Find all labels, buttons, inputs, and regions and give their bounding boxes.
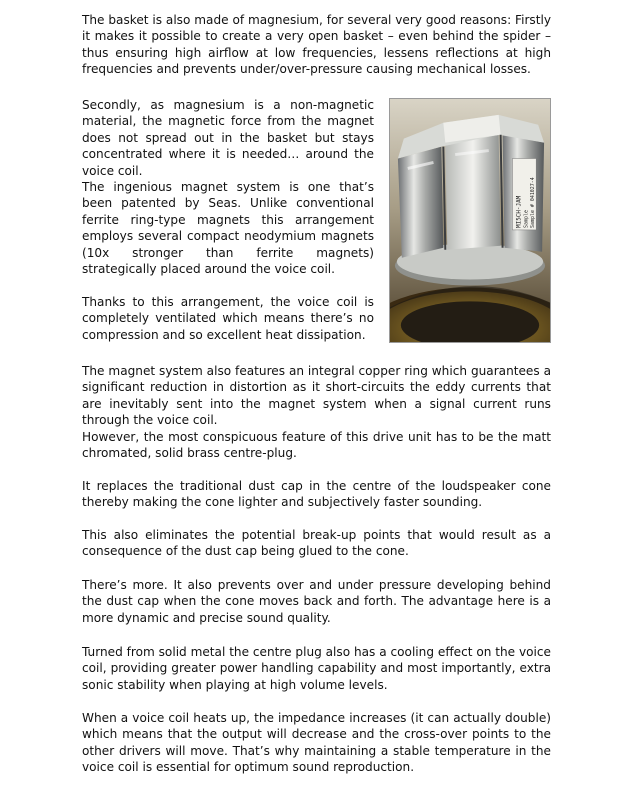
paragraph-pressure: There’s more. It also prevents over and under pressure developing behind the dust cap when the cone moves back and forth. The advantage here is a more dynamic and precise sound quality. [82,578,551,625]
paragraph-basket: The basket is also made of magnesium, for several very good reasons: Firstly it makes it possible to create a very open basket – even behind the spider – thus ensuring high airflow at low frequencies, lessens reflections at high frequencies and prevents under/over-pressure causing mechanical losses. [82,13,551,77]
magnet-photo-illustration [390,99,550,342]
paragraph-copper-ring: The magnet system also features an integral copper ring which guarantees a significant reduction in distortion as it short-circuits the eddy currents that are inevitably sent into the magnet system when a signal current runs through the voice coil. [82,364,551,428]
paragraph-ventilation: Thanks to this arrangement, the voice coil is completely ventilated which means there’s no compression and so excellent heat dissipation. [82,295,374,342]
paragraph-impedance: When a voice coil heats up, the impedance increases (it can actually double) which means that the output will decrease and the cross-over points to the other drivers will move. That’s why maintaining a stable temperature in the voice coil is essential for optimum sound reproduction. [82,711,551,775]
paragraph-dust-cap: It replaces the traditional dust cap in the centre of the loudspeaker cone thereby making the cone lighter and subjectively faster sounding. [82,479,551,510]
paragraph-non-magnetic: Secondly, as magnesium is a non-magnetic material, the magnetic force from the magnet does not spread out in the basket but stays concentrated where it is needed… around the voice coil. [82,98,374,178]
photo-label-line-2: Sample [523,210,530,228]
photo-label-line-1: MI5CH-JAM [515,195,523,228]
photo-label-line-3: Sample # 041027-4 [530,177,537,228]
paragraph-magnet-system: The ingenious magnet system is one that’s been patented by Seas. Unlike conventional ferrite ring-type magnets this arrangement employs several compact neodymium magnets (10x stronger than ferrite magnets) strategically placed around the voice coil. [82,180,374,277]
paragraph-cooling: Turned from solid metal the centre plug also has a cooling effect on the voice coil, providing greater power handling capability and most importantly, extra sonic stability when playing at high volume levels. [82,645,551,692]
magnet-system-photo [389,98,551,343]
paragraph-centre-plug: However, the most conspicuous feature of this drive unit has to be the matt chromated, solid brass centre-plug. [82,430,551,461]
paragraph-break-up: This also eliminates the potential break-up points that would result as a consequence of the dust cap being glued to the cone. [82,528,551,559]
